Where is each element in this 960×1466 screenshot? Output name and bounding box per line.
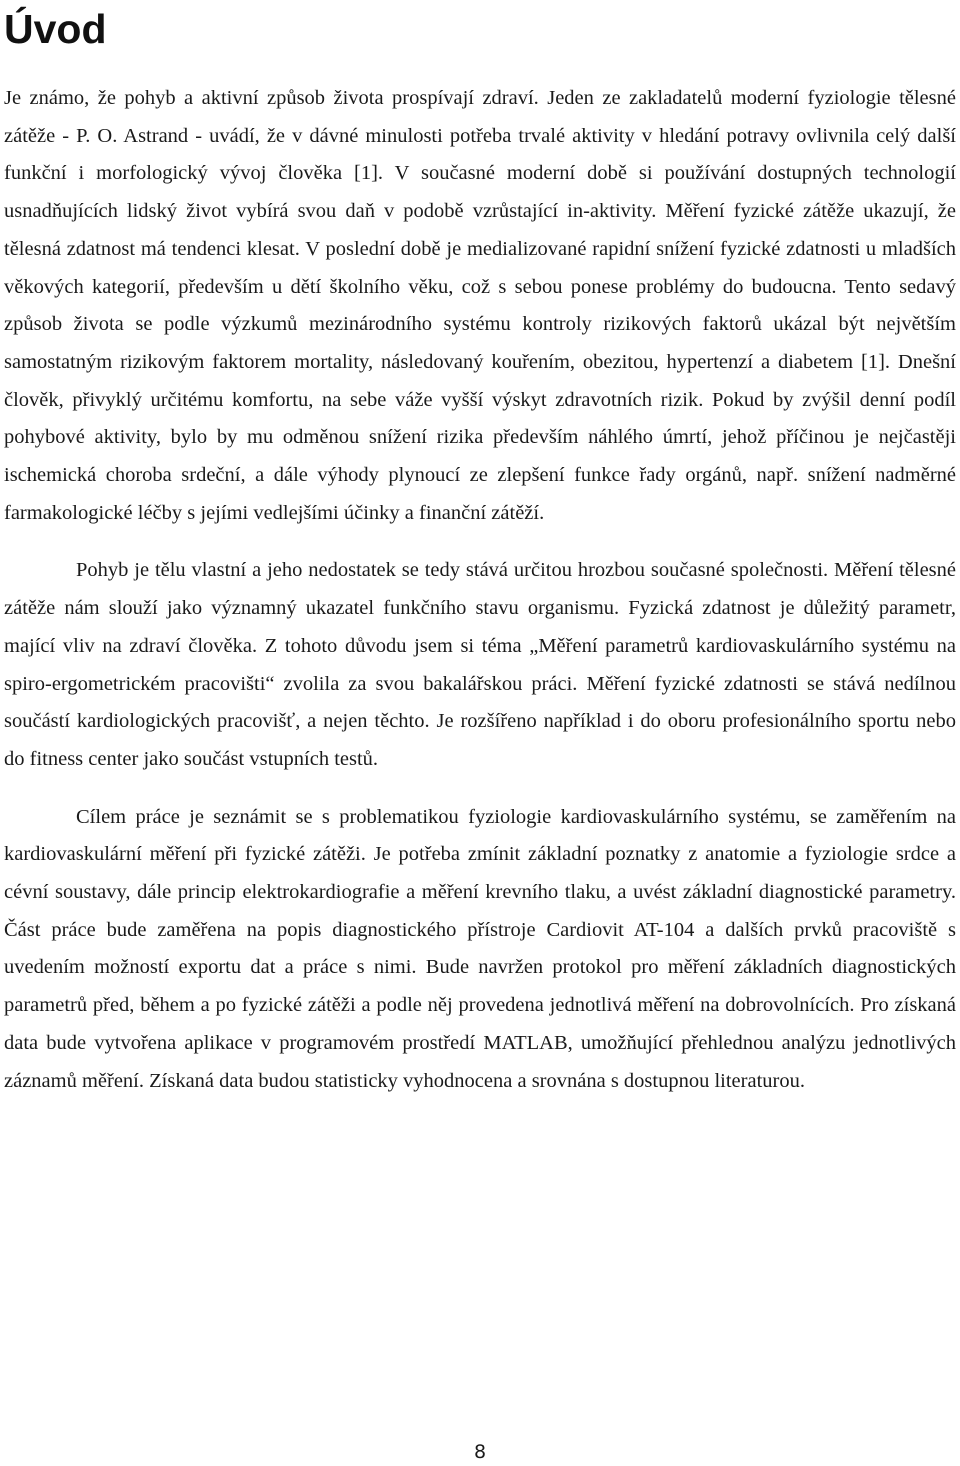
paragraph-goals: Cílem práce je seznámit se s problematikou fyziologie kardiovaskulárního systému, se zaměřením na kardiovaskulární měření při fyzické zátěži. Je potřeba zmínit základní poznatky z anatomie a fyziologie srdce a cévní soustavy, dále princip elektrokardiografie a měření krevního tlaku, a uvést základní diagnostické parametry. Část práce bude zaměřena na popis diagnostického přístroje Cardiovit AT-104 a dalších prvků pracoviště s uvedením možností exportu dat a práce s nimi. Bude navržen protokol pro měření základních diagnostických parametrů před, během a po fyzické zátěži a podle něj provedena jednotlivá měření na dobrovolnících. Pro získaná data bude vytvořena aplikace v programovém prostředí MATLAB, umožňující přehlednou analýzu jednotlivých záznamů měření. Získaná data budou statisticky vyhodnocena a srovnána s dostupnou literaturou. xyxy=(4,805,956,1092)
document-page xyxy=(4,0,956,1100)
section-heading: Úvod xyxy=(4,6,107,52)
page-number: 8 xyxy=(473,1441,487,1463)
paragraph-motivation: Pohyb je tělu vlastní a jeho nedostatek se tedy stává určitou hrozbou současné společnosti. Měření tělesné zátěže nám slouží jako významný ukazatel funkčního stavu organismu. Fyzická zdatnost je důležitý parametr, mající vliv na zdraví člověka. Z tohoto důvodu jsem si téma „Měření parametrů kardiovaskulárního systému na spiro-ergometrickém pracovišti“ zvolila za svou bakalářskou práci. Měření fyzické zdatnosti se stává nedílnou součástí kardiologických pracovišť, a nejen těchto. Je rozšířeno například i do oboru profesionálního sportu nebo do fitness center jako součást vstupních testů. xyxy=(4,559,956,770)
paragraph-intro: Je známo, že pohyb a aktivní způsob života prospívají zdraví. Jeden ze zakladatelů moderní fyziologie tělesné zátěže - P. O. Astrand - uvádí, že v dávné minulosti potřeba trvalé aktivity v hledání potravy ovlivnila celý další funkční i morfologický vývoj člověka [1]. V současné moderní době si používání dostupných technologií usnadňujících lidský život vybírá svou daň v podobě vzrůstající in-aktivity. Měření fyzické zátěže ukazují, že tělesná zdatnost má tendenci klesat. V poslední době je medializované rapidní snížení fyzické zdatnosti u mladších věkových kategorií, především u dětí školního věku, což s sebou ponese problémy do budoucna. Tento sedavý způsob života se podle výzkumů mezinárodního systému kontroly rizikových faktorů ukázal být největším samostatným rizikovým faktorem mortality, následovaný kouřením, obezitou, hypertenzí a diabetem [1]. Dnešní člověk, přivyklý určitému komfortu, na sebe váže vyšší výskyt zdravotních rizik. Pokud by zvýšil denní podíl pohybové aktivity, bylo by mu odměnou snížení rizika především náhlého úmrtí, jehož příčinou je nejčastěji ischemická choroba srdeční, a dále výhody plynoucí ze zlepšení funkce řady orgánů, např. snížení nadměrné farmakologické léčby s jejími vedlejšími účinky a finanční zátěží. xyxy=(4,87,956,524)
